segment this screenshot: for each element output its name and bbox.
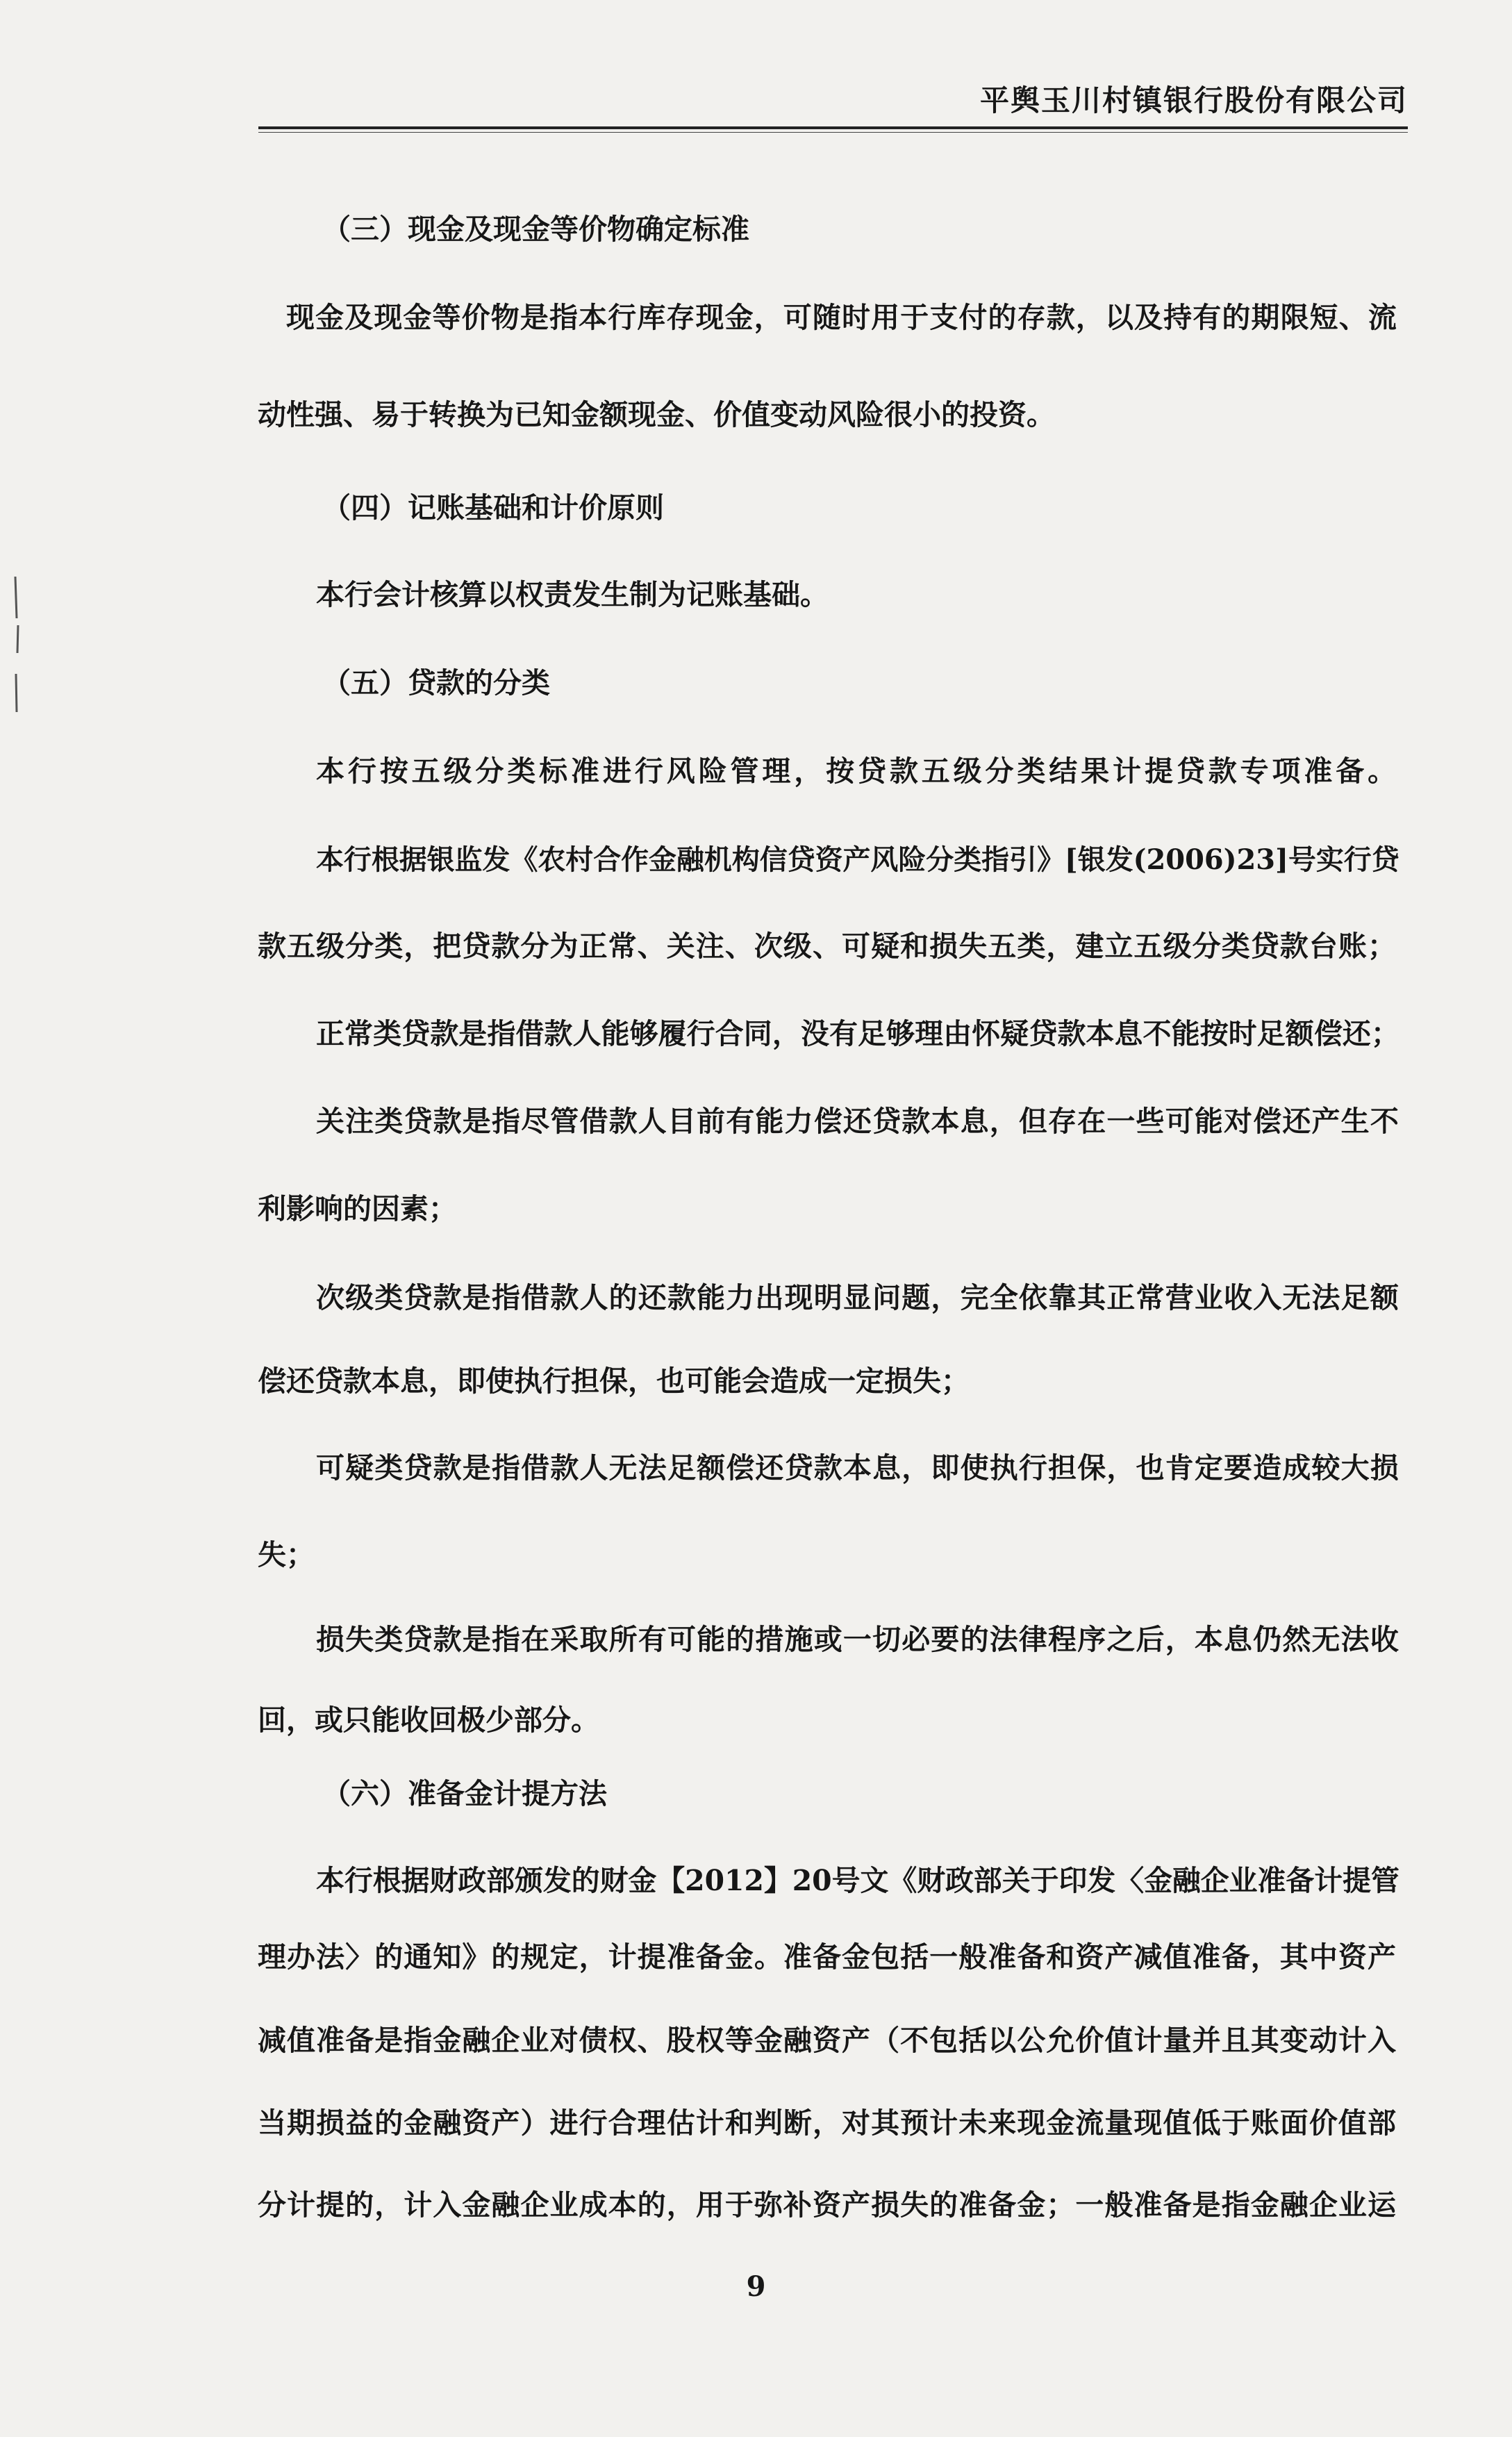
paragraph-line: 次级类贷款是指借款人的还款能力出现明显问题，完全依靠其正常营业收入无法足额 [316, 1281, 1399, 1314]
paragraph-line: 失； [258, 1538, 315, 1571]
paragraph-line: 利影响的因素； [258, 1192, 457, 1225]
header-rule [258, 126, 1408, 129]
section-heading-accounting-basis: （四）记账基础和计价原则 [322, 491, 664, 524]
paragraph-line: 偿还贷款本息，即使执行担保，也可能会造成一定损失； [258, 1364, 970, 1398]
section-heading-reserve-method: （六）准备金计提方法 [322, 1777, 607, 1810]
paragraph-line: 关注类贷款是指尽管借款人目前有能力偿还贷款本息，但存在一些可能对偿还产生不 [316, 1105, 1399, 1138]
paragraph-line: 当期损益的金融资产）进行合理估计和判断，对其预计未来现金流量现值低于账面价值部 [258, 2106, 1397, 2140]
paragraph-line: 现金及现金等价物是指本行库存现金，可随时用于支付的存款，以及持有的期限短、流 [286, 301, 1397, 334]
paragraph-line: 款五级分类，把贷款分为正常、关注、次级、可疑和损失五类，建立五级分类贷款台账； [258, 930, 1397, 963]
paragraph-line: 动性强、易于转换为已知金额现金、价值变动风险很小的投资。 [258, 398, 1055, 431]
paragraph-line: 正常类贷款是指借款人能够履行合同，没有足够理由怀疑贷款本息不能按时足额偿还； [316, 1017, 1399, 1050]
paragraph-line: 理办法〉的通知》的规定，计提准备金。准备金包括一般准备和资产减值准备，其中资产 [258, 1940, 1397, 1974]
header-rule-thin [258, 132, 1408, 133]
paragraph-line: 损失类贷款是指在采取所有可能的措施或一切必要的法律程序之后，本息仍然无法收 [316, 1623, 1399, 1656]
paragraph-line: 可疑类贷款是指借款人无法足额偿还贷款本息，即使执行担保，也肯定要造成较大损 [316, 1451, 1399, 1485]
paragraph-line: 回，或只能收回极少部分。 [258, 1703, 599, 1737]
page-number: 9 [746, 2270, 766, 2303]
section-heading-loan-classification: （五）贷款的分类 [322, 666, 550, 700]
paragraph-line: 分计提的，计入金融企业成本的，用于弥补资产损失的准备金；一般准备是指金融企业运 [258, 2188, 1397, 2222]
section-heading-cash-equivalents: （三）现金及现金等价物确定标准 [322, 213, 749, 246]
paragraph-line: 减值准备是指金融企业对债权、股权等金融资产（不包括以公允价值计量并且其变动计入 [258, 2024, 1397, 2057]
margin-mark-icon [10, 577, 31, 716]
paragraph-line: 本行会计核算以权责发生制为记账基础。 [316, 578, 829, 611]
header-company-name: 平舆玉川村镇银行股份有限公司 [979, 83, 1408, 117]
paragraph-line: 本行根据财政部颁发的财金【2012】20号文《财政部关于印发〈金融企业准备计提管 [316, 1864, 1399, 1897]
paragraph-line: 本行根据银监发《农村合作金融机构信贷资产风险分类指引》[银发(2006)23]号实行贷 [316, 844, 1399, 876]
paragraph-line: 本行按五级分类标准进行风险管理，按贷款五级分类结果计提贷款专项准备。 [316, 754, 1399, 788]
